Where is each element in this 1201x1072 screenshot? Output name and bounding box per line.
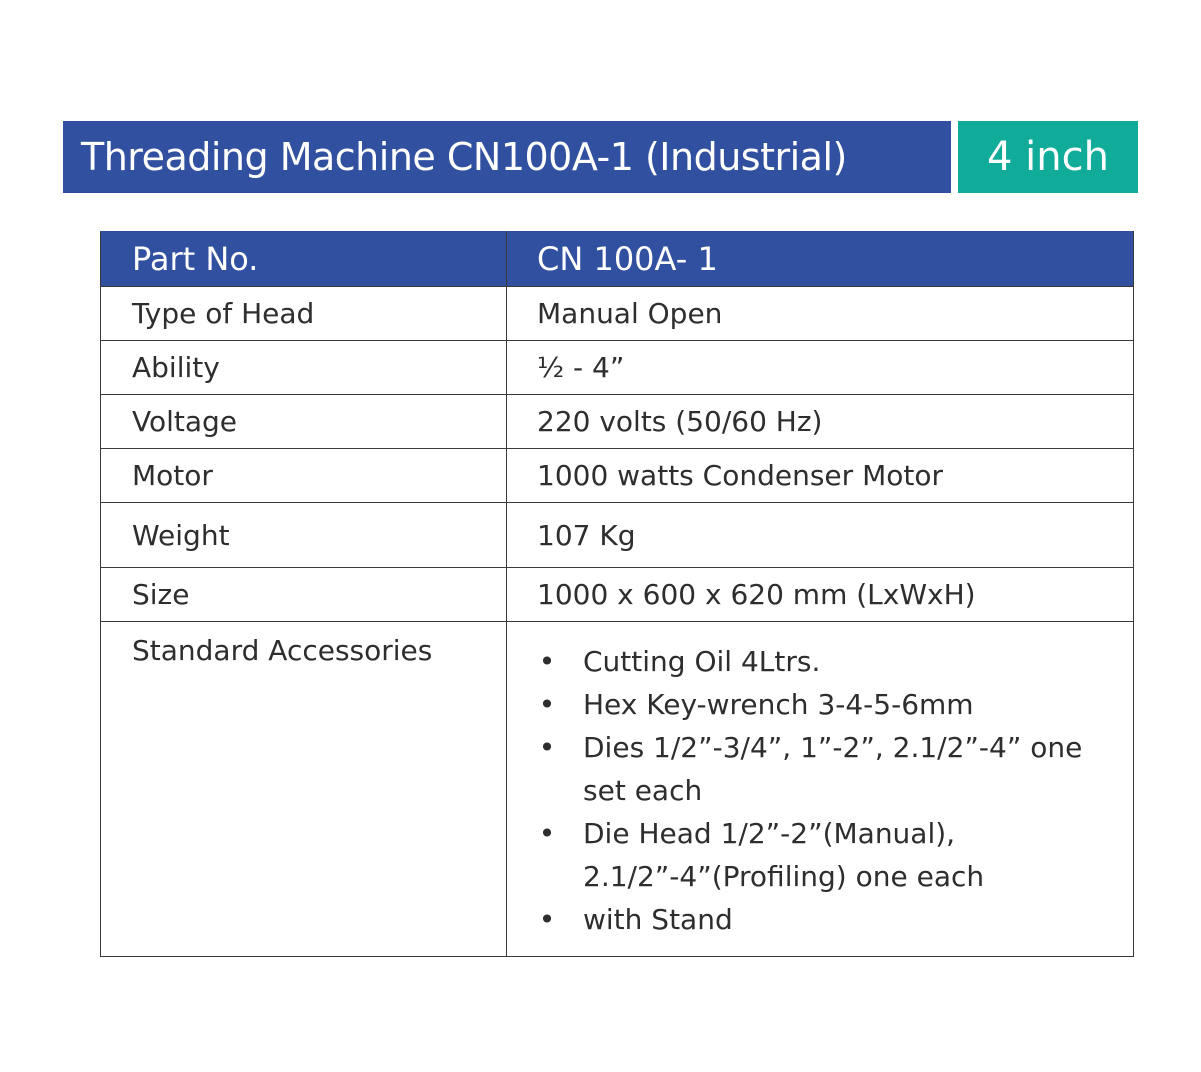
spec-label-accessories: Standard Accessories [101, 622, 507, 957]
spec-label-motor: Motor [101, 449, 507, 503]
table-row [101, 395, 1134, 449]
bullet-icon: • [538, 903, 556, 936]
part-no-label: Part No. [101, 232, 507, 287]
part-no-value: CN 100A- 1 [507, 232, 1134, 287]
size-badge [958, 121, 1138, 193]
spec-value-weight: 107 Kg [507, 503, 1134, 568]
table-row [101, 503, 1134, 568]
list-item [537, 683, 1117, 726]
spec-label-size: Size [101, 568, 507, 622]
spec-value-accessories [507, 622, 1134, 957]
spec-value-voltage: 220 volts (50/60 Hz) [507, 395, 1134, 449]
accessories-list [537, 622, 1133, 941]
list-item [537, 726, 1117, 812]
spec-value-size: 1000 x 600 x 620 mm (LxWxH) [507, 568, 1134, 622]
accessory-text: Dies 1/2”-3/4”, 1”-2”, 2.1/2”-4” one set each [583, 731, 1083, 807]
product-title [63, 121, 951, 193]
spec-label-ability: Ability [101, 341, 507, 395]
list-item [537, 640, 1117, 683]
spec-table [100, 231, 1134, 957]
bullet-icon: • [538, 731, 556, 764]
accessory-text: Cutting Oil 4Ltrs. [583, 645, 821, 678]
accessory-text: with Stand [583, 903, 733, 936]
spec-label-type-of-head: Type of Head [101, 287, 507, 341]
bullet-icon: • [538, 817, 556, 850]
product-title-text: Threading Machine CN100A-1 (Industrial) [81, 135, 847, 179]
size-badge-text: 4 inch [987, 134, 1109, 180]
table-row [101, 568, 1134, 622]
spec-value-type-of-head: Manual Open [507, 287, 1134, 341]
list-item [537, 898, 1117, 941]
spec-label-weight: Weight [101, 503, 507, 568]
list-item [537, 812, 1117, 898]
table-row [101, 287, 1134, 341]
accessory-text: Hex Key-wrench 3-4-5-6mm [583, 688, 974, 721]
bullet-icon: • [538, 688, 556, 721]
spec-label-voltage: Voltage [101, 395, 507, 449]
spec-value-motor: 1000 watts Condenser Motor [507, 449, 1134, 503]
bullet-icon: • [538, 645, 556, 678]
table-row-accessories [101, 622, 1134, 957]
table-row [101, 341, 1134, 395]
accessory-text: Die Head 1/2”-2”(Manual), 2.1/2”-4”(Profiling) one each [583, 817, 985, 893]
table-row [101, 449, 1134, 503]
table-header-row [101, 232, 1134, 287]
spec-value-ability: ½ - 4” [507, 341, 1134, 395]
